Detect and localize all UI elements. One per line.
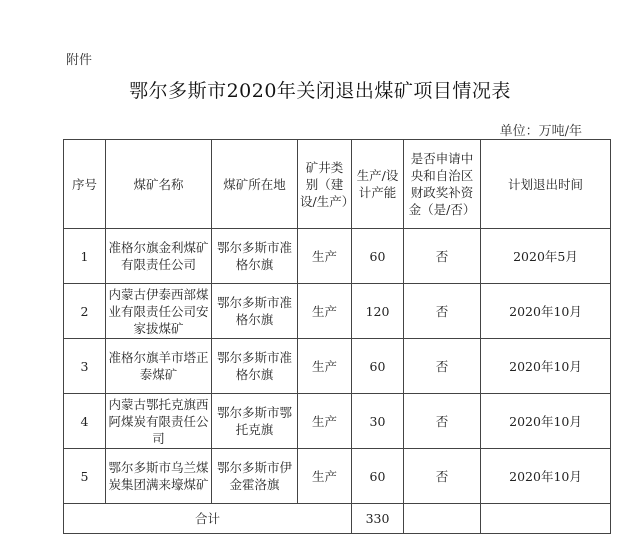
cell-subsidy: 否 (404, 229, 481, 284)
table-row (64, 394, 611, 449)
coal-mine-table (63, 139, 611, 534)
header-exit-time: 计划退出时间 (481, 140, 611, 229)
cell-subsidy: 否 (404, 339, 481, 394)
cell-capacity: 60 (352, 339, 404, 394)
cell-mine-name: 鄂尔多斯市乌兰煤炭集团满来壕煤矿 (106, 449, 212, 504)
total-empty-cell (481, 504, 611, 534)
cell-location: 鄂尔多斯市准格尔旗 (212, 229, 298, 284)
total-empty-cell (404, 504, 481, 534)
cell-exit-time: 2020年10月 (481, 449, 611, 504)
cell-subsidy: 否 (404, 394, 481, 449)
cell-mine-name: 准格尔旗羊市塔正泰煤矿 (106, 339, 212, 394)
document-title: 鄂尔多斯市2020年关闭退出煤矿项目情况表 (129, 80, 511, 102)
cell-capacity: 30 (352, 394, 404, 449)
attachment-label: 附件 (66, 53, 93, 68)
header-location: 煤矿所在地 (212, 140, 298, 229)
cell-no: 2 (64, 284, 106, 339)
cell-location: 鄂尔多斯市伊金霍洛旗 (212, 449, 298, 504)
cell-no: 5 (64, 449, 106, 504)
table-row (64, 284, 611, 339)
cell-type: 生产 (298, 229, 352, 284)
cell-location: 鄂尔多斯市准格尔旗 (212, 284, 298, 339)
table-row (64, 449, 611, 504)
cell-mine-name: 准格尔旗金利煤矿有限责任公司 (106, 229, 212, 284)
cell-mine-name: 内蒙古鄂托克旗西阿煤炭有限责任公司 (106, 394, 212, 449)
header-type: 矿井类别（建设/生产） (298, 140, 352, 229)
cell-subsidy: 否 (404, 284, 481, 339)
cell-exit-time: 2020年5月 (481, 229, 611, 284)
table-row (64, 229, 611, 284)
cell-no: 4 (64, 394, 106, 449)
header-name: 煤矿名称 (106, 140, 212, 229)
cell-type: 生产 (298, 339, 352, 394)
header-subsidy: 是否申请中央和自治区财政奖补资金（是/否） (404, 140, 481, 229)
cell-exit-time: 2020年10月 (481, 394, 611, 449)
cell-type: 生产 (298, 394, 352, 449)
cell-no: 1 (64, 229, 106, 284)
cell-mine-name: 内蒙古伊泰西部煤业有限责任公司安家拔煤矿 (106, 284, 212, 339)
cell-capacity: 60 (352, 449, 404, 504)
header-row (64, 140, 611, 229)
cell-type: 生产 (298, 449, 352, 504)
total-label: 合计 (64, 504, 352, 534)
unit-label: 单位：万吨/年 (499, 124, 582, 139)
cell-subsidy: 否 (404, 449, 481, 504)
cell-location: 鄂尔多斯市准格尔旗 (212, 339, 298, 394)
table-row (64, 339, 611, 394)
cell-no: 3 (64, 339, 106, 394)
header-capacity: 生产/设计产能 (352, 140, 404, 229)
cell-exit-time: 2020年10月 (481, 339, 611, 394)
total-row (64, 504, 611, 534)
cell-exit-time: 2020年10月 (481, 284, 611, 339)
total-capacity: 330 (352, 504, 404, 534)
header-no: 序号 (64, 140, 106, 229)
cell-location: 鄂尔多斯市鄂托克旗 (212, 394, 298, 449)
cell-capacity: 120 (352, 284, 404, 339)
cell-capacity: 60 (352, 229, 404, 284)
cell-type: 生产 (298, 284, 352, 339)
